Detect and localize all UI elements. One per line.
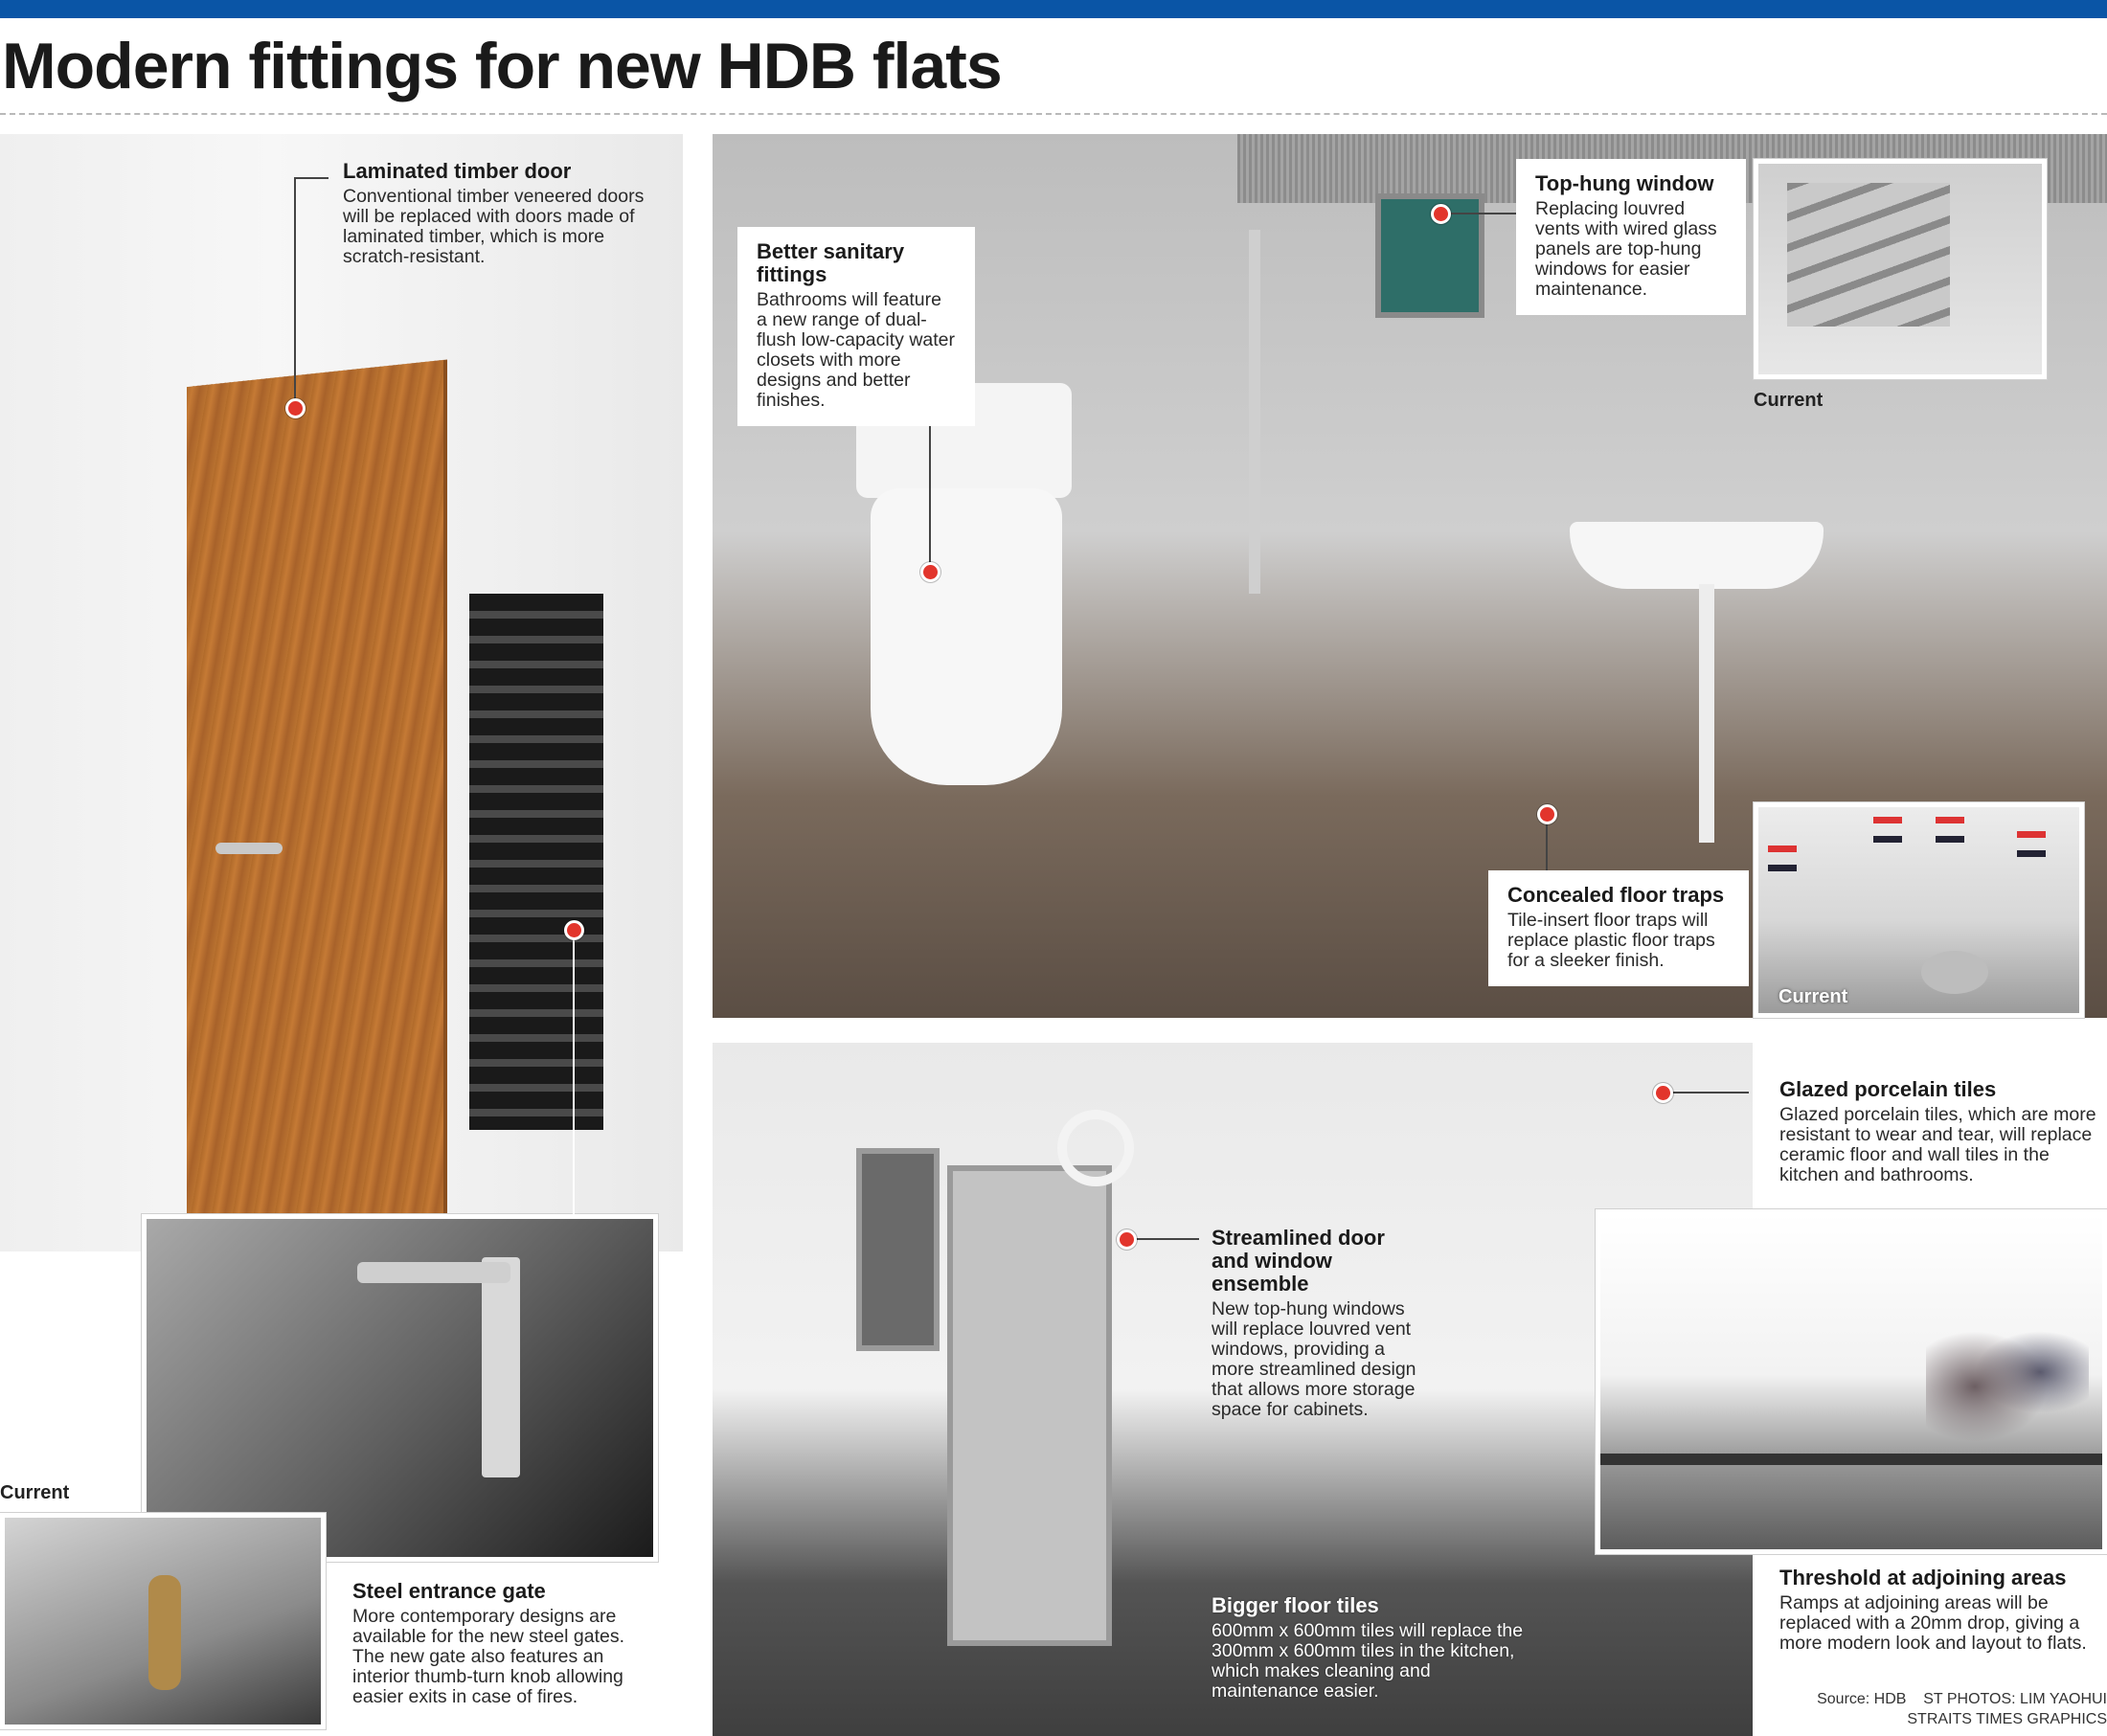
door-handle-illustration [215, 843, 283, 854]
page-title: Modern fittings for new HDB flats [2, 30, 1002, 102]
marker-door-window-ensemble [1117, 1229, 1137, 1250]
tile-stripe-illustration [1936, 836, 1964, 843]
source-credit: Source: HDB ST PHOTOS: LIM YAOHUI [1817, 1691, 2107, 1707]
leader-line-porcelain [1666, 1092, 1749, 1093]
graphics-credit: STRAITS TIMES GRAPHICS [1907, 1711, 2107, 1727]
gate-knob-inset-photo [142, 1214, 658, 1562]
caption-body: Tile-insert floor traps will replace plastic floor traps for a sleeker finish. [1507, 910, 1715, 971]
steel-gate-illustration [469, 594, 603, 1130]
caption-sanitary-fittings [737, 227, 975, 426]
timber-door-illustration [187, 360, 443, 1251]
shower-rail-illustration [1249, 230, 1260, 594]
caption-title: Glazed porcelain tiles [1779, 1077, 1997, 1101]
leader-line-door-h [295, 177, 329, 179]
caption-body: Glazed porcelain tiles, which are more resistant to wear and tear, will replace ceramic floor and wall tiles in the kitchen and bathrooms. [1779, 1104, 2096, 1185]
kitchen-pipe-illustration [1057, 1110, 1134, 1186]
marker-sanitary-fittings [920, 562, 940, 582]
tile-stripe-illustration [1768, 865, 1797, 871]
caption-body: 600mm x 600mm tiles will replace the 300mm x 600mm tiles in the kitchen, which makes cleaning and maintenance easier. [1212, 1620, 1524, 1702]
caption-body: More contemporary designs are available for the new steel gates. The new gate also features an interior thumb-turn knob allowing easier exits in case of fires. [352, 1606, 625, 1707]
caption-body: Ramps at adjoining areas will be replaced with a 20mm drop, giving a more modern look and layout to flats. [1779, 1592, 2087, 1654]
caption-title: Laminated timber door [343, 159, 572, 183]
leader-line-door-v [294, 177, 296, 402]
current-vent-inset-photo [1754, 159, 2047, 379]
leader-line-window [1444, 213, 1517, 214]
current-gate-inset-photo [0, 1513, 326, 1729]
caption-title: Threshold at adjoining areas [1779, 1566, 2067, 1589]
marker-top-hung-window [1431, 204, 1451, 224]
caption-top-hung-window [1516, 159, 1746, 315]
tile-stripe-illustration [2017, 831, 2046, 838]
caption-body: Bathrooms will feature a new range of dual-flush low-capacity water closets with more designs and better finishes. [757, 289, 955, 411]
people-blur-illustration [1926, 1300, 2089, 1444]
tile-stripe-illustration [2017, 850, 2046, 857]
threshold-drop-illustration [1600, 1454, 2107, 1465]
caption-floor-traps [1488, 870, 1749, 986]
marker-laminated-door [285, 398, 306, 418]
kitchen-door-illustration [947, 1165, 1112, 1646]
old-latch-illustration [148, 1575, 181, 1690]
gate-handle-illustration [357, 1262, 510, 1283]
plastic-floor-trap-illustration [1921, 951, 1988, 994]
caption-threshold [1779, 1567, 2105, 1654]
caption-floor-tiles [1212, 1594, 1537, 1702]
marker-steel-gate [564, 920, 584, 940]
credits [1817, 1689, 2107, 1729]
louvred-vent-illustration [1787, 183, 1950, 327]
caption-title: Steel entrance gate [352, 1579, 546, 1603]
caption-title: Streamlined door and window ensemble [1212, 1226, 1385, 1296]
tile-stripe-illustration [1873, 836, 1902, 843]
tile-stripe-illustration [1936, 817, 1964, 823]
sink-illustration [1570, 522, 1824, 589]
thumb-turn-plate-illustration [482, 1257, 520, 1477]
caption-body: Replacing louvred vents with wired glass panels are top-hung windows for easier maintenance. [1535, 198, 1717, 300]
caption-body: Conventional timber veneered doors will be replaced with doors made of laminated timber, which is more scratch-resistant. [343, 186, 645, 267]
leader-line-gate [573, 934, 575, 1216]
door-photo [0, 134, 683, 1251]
tile-stripe-illustration [1768, 845, 1797, 852]
leader-line-door-window [1130, 1238, 1199, 1240]
kitchen-window-illustration [856, 1148, 940, 1351]
top-accent-bar [0, 0, 2107, 18]
current-label-vent: Current [1754, 390, 1824, 411]
threshold-inset-photo [1596, 1209, 2107, 1554]
marker-floor-traps [1537, 804, 1557, 824]
tile-stripe-illustration [1873, 817, 1902, 823]
caption-body: New top-hung windows will replace louvred vent windows, providing a more streamlined design that allows more storage space for cabinets. [1212, 1298, 1416, 1420]
caption-title: Better sanitary fittings [757, 239, 905, 286]
sink-pipe-illustration [1699, 584, 1714, 843]
toilet-bowl-illustration [871, 488, 1062, 785]
current-label-gate: Current [0, 1482, 70, 1503]
caption-title: Top-hung window [1535, 171, 1714, 195]
caption-porcelain-tiles [1779, 1078, 2105, 1185]
caption-steel-gate [352, 1580, 659, 1707]
caption-title: Concealed floor traps [1507, 883, 1725, 907]
caption-title: Bigger floor tiles [1212, 1593, 1379, 1617]
current-label-floor-trap: Current [1778, 986, 1848, 1007]
leader-line-sanitary [929, 426, 931, 570]
caption-door-window-ensemble [1212, 1227, 1417, 1420]
marker-porcelain-tiles [1653, 1083, 1673, 1103]
title-divider [0, 113, 2107, 115]
caption-laminated-door [343, 160, 668, 267]
